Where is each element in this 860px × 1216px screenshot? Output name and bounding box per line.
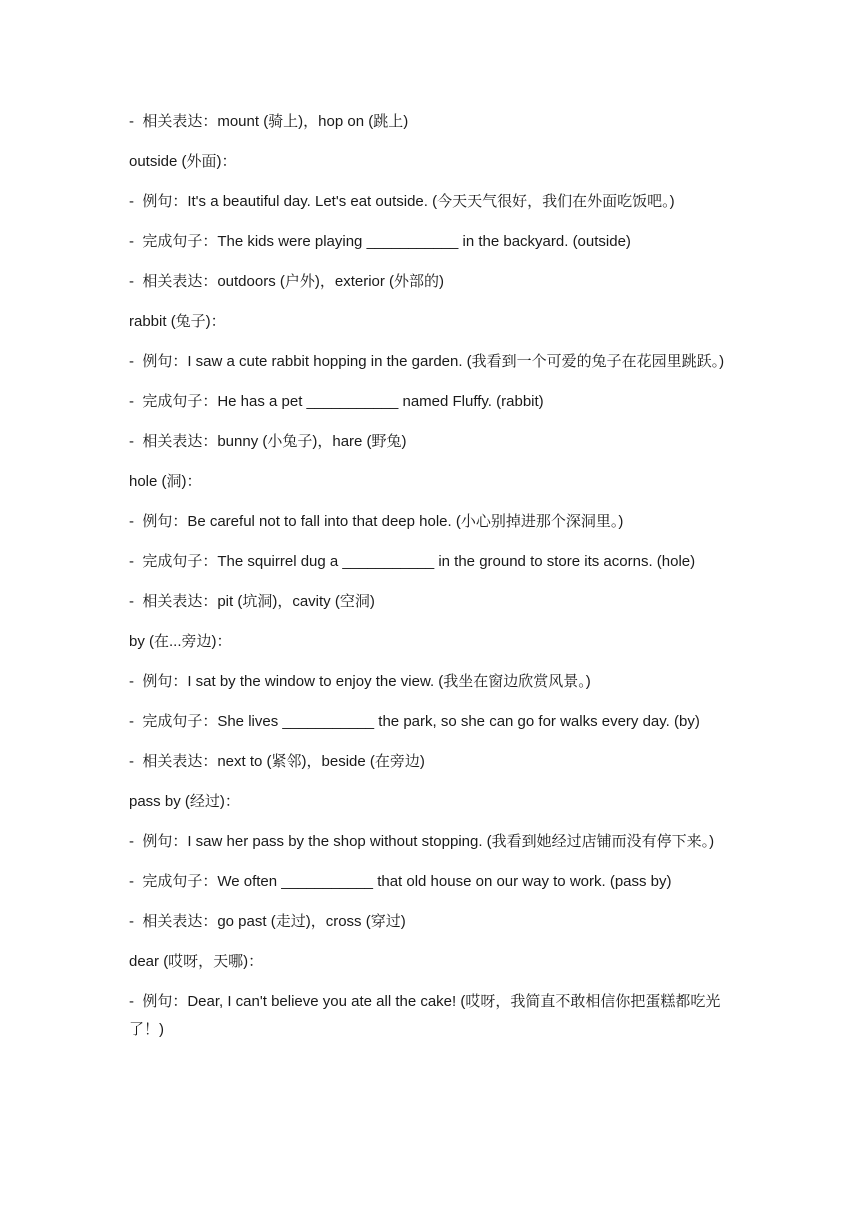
example-sentence: - 例句：I sat by the window to enjoy the view. (我坐在窗边欣赏风景。): [129, 673, 591, 690]
example-sentence: - 例句：Dear, I can't believe you ate all the cake! (哎呀，我简直不敢相信你把蛋糕都吃光了！): [129, 993, 721, 1038]
text-line: - 相关表达：mount (骑上)，hop on (跳上): [129, 113, 409, 130]
example-sentence: - 例句：I saw her pass by the shop without stopping. (我看到她经过店铺而没有停下来。): [129, 833, 715, 850]
example-sentence: - 例句：Be careful not to fall into that deep hole. (小心别掉进那个深洞里。): [129, 513, 624, 530]
vocab-heading: hole (洞)：: [129, 473, 202, 490]
vocab-heading: pass by (经过)：: [129, 793, 240, 810]
fill-in-sentence: - 完成句子：We often ___________ that old house on our way to work. (pass by): [129, 873, 672, 890]
vocab-heading: rabbit (兔子)：: [129, 313, 226, 330]
fill-in-sentence: - 完成句子：He has a pet ___________ named Fluffy. (rabbit): [129, 393, 544, 410]
fill-in-sentence: - 完成句子：The kids were playing ___________ in the backyard. (outside): [129, 233, 631, 250]
related-expressions: - 相关表达：pit (坑洞)，cavity (空洞): [129, 593, 375, 610]
example-sentence: - 例句：I saw a cute rabbit hopping in the garden. (我看到一个可爱的兔子在花园里跳跃。): [129, 353, 725, 370]
vocab-heading: dear (哎呀，天哪)：: [129, 953, 264, 970]
related-expressions: - 相关表达：go past (走过)，cross (穿过): [129, 913, 406, 930]
vocab-heading: outside (外面)：: [129, 153, 237, 170]
fill-in-sentence: - 完成句子：The squirrel dug a ___________ in the ground to store its acorns. (hole): [129, 553, 696, 570]
related-expressions: - 相关表达：bunny (小兔子)，hare (野兔): [129, 433, 407, 450]
related-expressions: - 相关表达：next to (紧邻)，beside (在旁边): [129, 753, 425, 770]
vocab-heading: by (在...旁边)：: [129, 633, 232, 650]
fill-in-sentence: - 完成句子：She lives ___________ the park, so she can go for walks every day. (by): [129, 713, 700, 730]
example-sentence: - 例句：It's a beautiful day. Let's eat outside. (今天天气很好，我们在外面吃饭吧。): [129, 193, 675, 210]
related-expressions: - 相关表达：outdoors (户外)，exterior (外部的): [129, 273, 445, 290]
document-page: [129, 108, 733, 1044]
